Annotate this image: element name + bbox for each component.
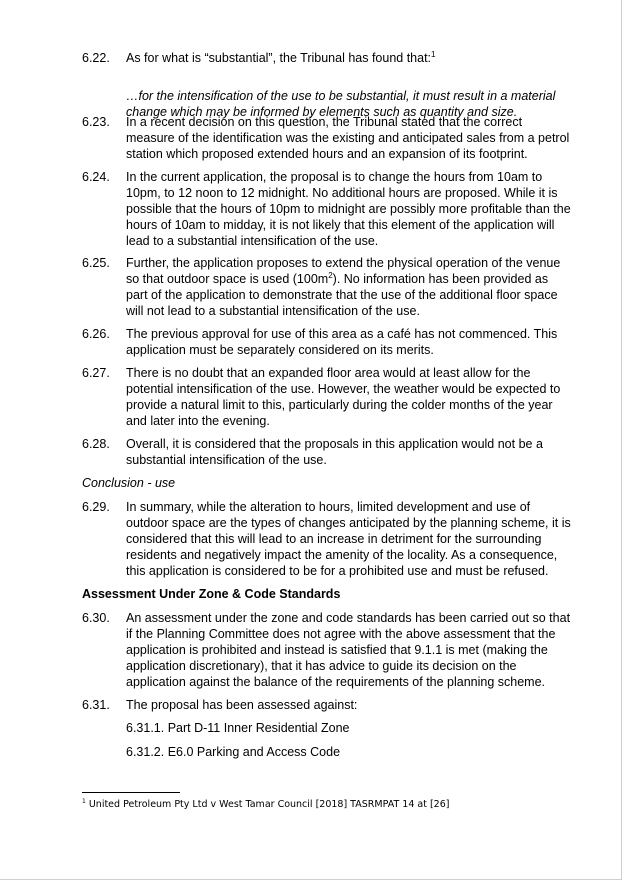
paragraph-6-27 — [82, 365, 572, 429]
paragraph-6-28 — [82, 436, 572, 468]
paragraph-number: 6.31. — [82, 698, 110, 712]
paragraph-text: As for what is “substantial”, the Tribunal has found that:$^1$ — [126, 49, 436, 65]
paragraph-number: 6.23. — [82, 115, 110, 129]
paragraph-text: In a recent decision on this question, the Tribunal stated that the correct measure of the identification was the existing and anticipated sales from a petrol station which proposed extended hours and an expansion of its footprint. — [126, 115, 570, 161]
paragraph-text: In summary, while the alteration to hours, limited development and use of outdoor space are the types of changes anticipated by the planning scheme, it is considered that this will lead to an increase in detriment for the surrounding residents and negatively impact the amenity of the locality. As a consequence, this application is considered to be for a prohibited use and must be refused. — [126, 500, 571, 578]
paragraph-number: 6.28. — [82, 437, 110, 451]
sub-list-item: 6.31.2. E6.0 Parking and Access Code — [126, 745, 341, 759]
section-heading: Assessment Under Zone & Code Standards — [82, 587, 341, 601]
paragraph-number: 6.25. — [82, 256, 110, 270]
paragraph-6-31 — [82, 697, 572, 713]
footnote-text: United Petroleum Pty Ltd v West Tamar Council [2018] TASRMPAT 14 at [26] — [85, 799, 450, 810]
paragraph-text: There is no doubt that an expanded floor area would at least allow for the potential intensification of the use. However, the weather would be expected to provide a natural limit to this, particularly during the colder months of the year and later into the evening. — [126, 366, 561, 428]
paragraph-text: Overall, it is considered that the proposals in this application would not be a substantial intensification of the use. — [126, 437, 543, 467]
paragraph-6-26 — [82, 326, 572, 358]
paragraph-text: The proposal has been assessed against: — [126, 698, 358, 712]
footnote-marker: 1 — [82, 797, 86, 805]
paragraph-number: 6.22. — [82, 51, 110, 65]
section-subheading: Conclusion - use — [82, 476, 176, 490]
paragraph-6-29 — [82, 499, 572, 579]
paragraph-number: 6.30. — [82, 611, 110, 625]
paragraph-number: 6.27. — [82, 366, 110, 380]
paragraph-number: 6.24. — [82, 170, 110, 184]
paragraph-text: Further, the application proposes to extend the physical operation of the venue so that outdoor space is used $(100m^2)$. No information has been provided as part of the application to demonstrate that the use of the additional floor space will not lead to a substantial intensification of the use. — [126, 256, 561, 318]
paragraph-6-23 — [82, 114, 572, 162]
footnote-reference: 1 — [431, 49, 436, 59]
paragraph-number: 6.26. — [82, 327, 110, 341]
paragraph-6-25 — [82, 255, 572, 319]
superscript-two: 2 — [328, 270, 333, 280]
paragraph-6-22 — [82, 50, 572, 120]
paragraph-6-24 — [82, 169, 572, 249]
paragraph-text: The previous approval for use of this area as a café has not commenced. This application must be separately considered on its merits. — [126, 327, 558, 357]
paragraph-text: An assessment under the zone and code standards has been carried out so that if the Planning Committee does not agree with the above assessment that the application is prohibited and instead is satisfied that 9.1.1 is met (making the application discretionary), that it has advice to guide its decision on the application against the balance of the requirements of the planning scheme. — [126, 611, 571, 689]
footnote-separator — [82, 792, 180, 793]
sub-list-item: 6.31.1. Part D-11 Inner Residential Zone — [126, 721, 350, 735]
footnote — [82, 799, 449, 811]
paragraph-6-30 — [82, 610, 572, 690]
paragraph-text: In the current application, the proposal is to change the hours from 10am to 10pm, to 12 noon to 12 midnight. No additional hours are proposed. While it is possible that the hours of 10pm to midnight are possibly more profitable than the hours of 10am to midday, it is not likely that this element of the application will lead to a substantial intensification of the use. — [126, 170, 571, 248]
block-quote: …for the intensification of the use to be substantial, it must result in a material change which may be informed by elements such as quantity and size. — [126, 89, 556, 119]
paragraph-number: 6.29. — [82, 500, 110, 514]
